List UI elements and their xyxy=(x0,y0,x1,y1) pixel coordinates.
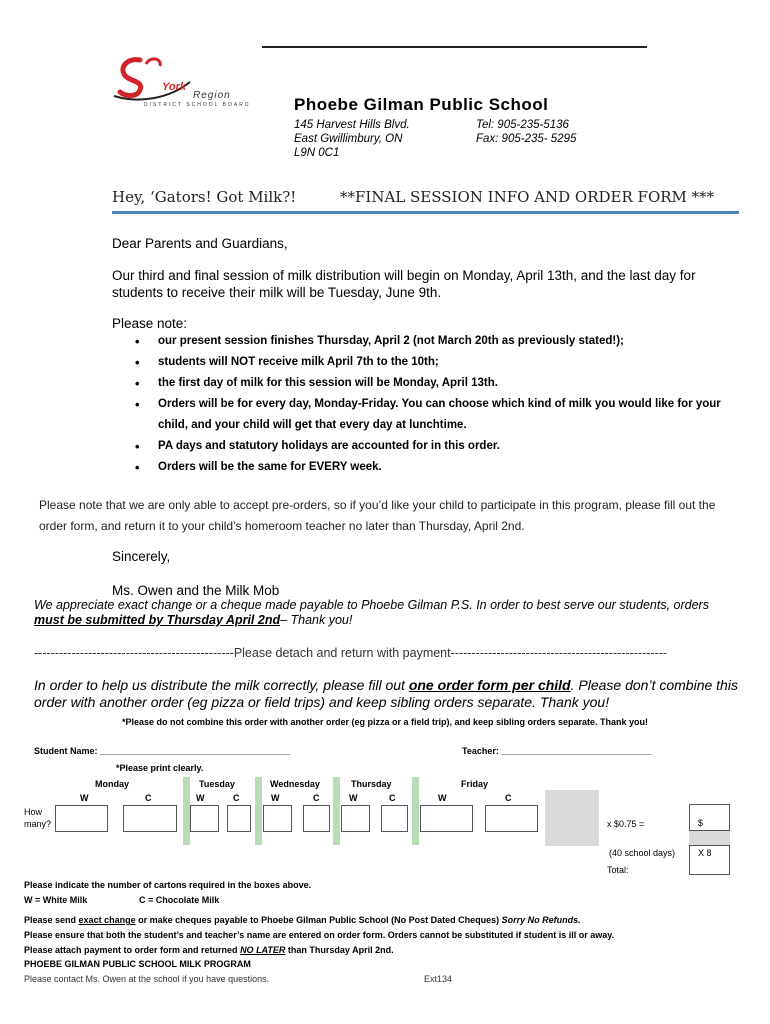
total-column-shade xyxy=(545,790,599,846)
list-item: • the first day of milk for this session will be Monday, April 13th. xyxy=(133,373,733,394)
extension: Ext134 xyxy=(424,974,453,984)
white-milk-legend: W = White Milk xyxy=(24,895,88,905)
thursday-w-label: W xyxy=(349,793,358,803)
payment-text-1: Please send xyxy=(24,915,79,925)
contact-note: Please contact Ms. Owen at the school if you have questions. xyxy=(24,974,270,984)
monday-white-input[interactable] xyxy=(55,805,108,832)
payment-text-2: or make cheques payable to Phoebe Gilman Public School (No Post Dated Cheques) xyxy=(135,915,502,925)
friday-w-label: W xyxy=(438,793,447,803)
amount-shade xyxy=(689,831,730,845)
title-right: **FINAL SESSION INFO AND ORDER FORM *** xyxy=(340,188,715,206)
payment-note xyxy=(34,598,754,628)
tuesday-chocolate-input[interactable] xyxy=(227,805,251,832)
monday-w-label: W xyxy=(80,793,89,803)
amount-box[interactable] xyxy=(689,804,730,831)
please-note-label: Please note: xyxy=(112,316,188,331)
greeting: Dear Parents and Guardians, xyxy=(112,236,288,251)
day-wednesday: Wednesday xyxy=(270,779,320,789)
chocolate-milk-legend: C = Chocolate Milk xyxy=(139,895,220,905)
friday-chocolate-input[interactable] xyxy=(485,805,538,832)
day-tuesday: Tuesday xyxy=(199,779,235,789)
school-address xyxy=(294,118,410,160)
thursday-chocolate-input[interactable] xyxy=(381,805,408,832)
day-monday: Monday xyxy=(95,779,130,789)
day-separator xyxy=(255,777,262,845)
no-refunds: Sorry No Refunds. xyxy=(501,915,581,925)
price-label: x $0.75 = xyxy=(607,819,645,829)
list-item: • students will NOT receive milk April 7th to the 10th; xyxy=(133,352,733,373)
monday-chocolate-input[interactable] xyxy=(123,805,177,832)
detach-text: Please detach and return with payment xyxy=(233,646,451,660)
monday-c-label: C xyxy=(145,793,152,803)
day-separator xyxy=(333,777,340,845)
list-item: • Orders will be the same for EVERY week. xyxy=(133,457,733,478)
dollar-sign: $ xyxy=(698,818,704,828)
one-form-emphasis: one order form per child xyxy=(408,677,571,693)
friday-white-input[interactable] xyxy=(420,805,473,832)
how-many-line: many? xyxy=(24,819,52,829)
school-days-label: (40 school days) xyxy=(609,848,676,858)
wednesday-c-label: C xyxy=(313,793,320,803)
list-item: • Orders will be for every day, Monday-Friday. You can choose which kind of milk you would like for your child, and your child will get that every day at lunchtime. xyxy=(133,394,733,436)
form-note: *Please do not combine this order with another order (eg pizza or a field trip), and keep sibling orders separate. Thank you! xyxy=(121,717,649,727)
intro-paragraph: Our third and final session of milk distribution will begin on Monday, April 13th, and the last day for students to receive their milk will be Tuesday, June 9th. xyxy=(112,268,696,300)
school-contact xyxy=(476,118,576,146)
signature: Ms. Owen and the Milk Mob xyxy=(112,583,280,598)
address-line: East Gwillimbury, ON xyxy=(294,133,403,145)
logo-brand: York xyxy=(162,81,187,93)
day-separator xyxy=(183,777,190,845)
boxes-instruction: Please indicate the number of cartons required in the boxes above. xyxy=(24,880,312,890)
exact-change-emphasis: exact change xyxy=(78,915,136,925)
title-left: Hey, ‘Gators! Got Milk?! xyxy=(112,188,297,206)
address-line: L9N 0C1 xyxy=(294,147,340,159)
address-line: 145 Harvest Hills Blvd. xyxy=(294,119,410,131)
notes-list xyxy=(133,331,733,478)
day-thursday: Thursday xyxy=(351,779,392,789)
detach-dashes-right: ---------------------------------------------------- xyxy=(450,646,668,660)
thank-you: – Thank you! xyxy=(280,613,353,627)
attach-text-1: Please attach payment to order form and returned xyxy=(24,945,241,955)
thursday-white-input[interactable] xyxy=(341,805,370,832)
tuesday-white-input[interactable] xyxy=(190,805,219,832)
day-friday: Friday xyxy=(461,779,489,789)
teacher-field[interactable]: Teacher: ______________________________ xyxy=(462,746,652,756)
sincerely: Sincerely, xyxy=(112,549,171,564)
day-separator xyxy=(412,777,419,845)
wednesday-chocolate-input[interactable] xyxy=(303,805,330,832)
how-many-label xyxy=(24,806,51,830)
thursday-c-label: C xyxy=(389,793,396,803)
logo-board: DISTRICT SCHOOL BOARD xyxy=(144,102,251,108)
multiplier-label: X 8 xyxy=(698,848,712,858)
form-instructions xyxy=(34,677,744,711)
title-rule xyxy=(112,211,739,214)
school-name: Phoebe Gilman Public School xyxy=(294,95,549,114)
top-rule xyxy=(262,46,647,48)
friday-c-label: C xyxy=(505,793,512,803)
preorder-note: Please note that we are only able to accept pre-orders, so if you’d like your child to participate in this program, please fill out the order form, and return it to your child’s homeroom teacher no later than Thursday, April 2nd. xyxy=(39,498,716,533)
detach-line xyxy=(34,646,667,660)
student-name-field[interactable]: Student Name: ______________________________________ xyxy=(34,746,291,756)
help-text-2: . Please don’t combine this order with another order (eg pizza or field trips) and keep sibling orders separate. Thank you! xyxy=(34,677,738,710)
payment-instruction xyxy=(24,915,581,925)
tuesday-w-label: W xyxy=(196,793,205,803)
tuesday-c-label: C xyxy=(233,793,240,803)
no-later-emphasis: NO LATER xyxy=(240,945,286,955)
deadline-emphasis: must be submitted by Thursday April 2nd xyxy=(34,613,281,627)
program-name: PHOEBE GILMAN PUBLIC SCHOOL MILK PROGRAM xyxy=(24,959,251,969)
list-item: • PA days and statutory holidays are accounted for in this order. xyxy=(133,436,733,457)
fax: Fax: 905-235- 5295 xyxy=(476,133,577,145)
attach-instruction xyxy=(24,945,394,955)
telephone: Tel: 905-235-5136 xyxy=(476,119,569,131)
detach-dashes-left: ------------------------------------------------ xyxy=(34,646,234,660)
list-item: • our present session finishes Thursday, April 2 (not March 20th as previously stated!); xyxy=(133,331,733,352)
print-clearly-note: *Please print clearly. xyxy=(116,763,204,773)
payment-note-text: We appreciate exact change or a cheque made payable to Phoebe Gilman P.S. In order to best serve our students, orders xyxy=(34,598,709,612)
total-amount-label: Total: xyxy=(607,865,629,875)
ensure-instruction: Please ensure that both the student’s and teacher’s name are entered on order form. Orders cannot be substituted if student is ill or away. xyxy=(24,930,615,940)
wednesday-white-input[interactable] xyxy=(263,805,292,832)
how-many-line: How xyxy=(24,807,43,817)
wednesday-w-label: W xyxy=(271,793,280,803)
logo-region: Region xyxy=(193,90,231,101)
attach-text-2: than Thursday April 2nd. xyxy=(285,945,394,955)
help-text-1: In order to help us distribute the milk correctly, please fill out xyxy=(34,677,409,693)
